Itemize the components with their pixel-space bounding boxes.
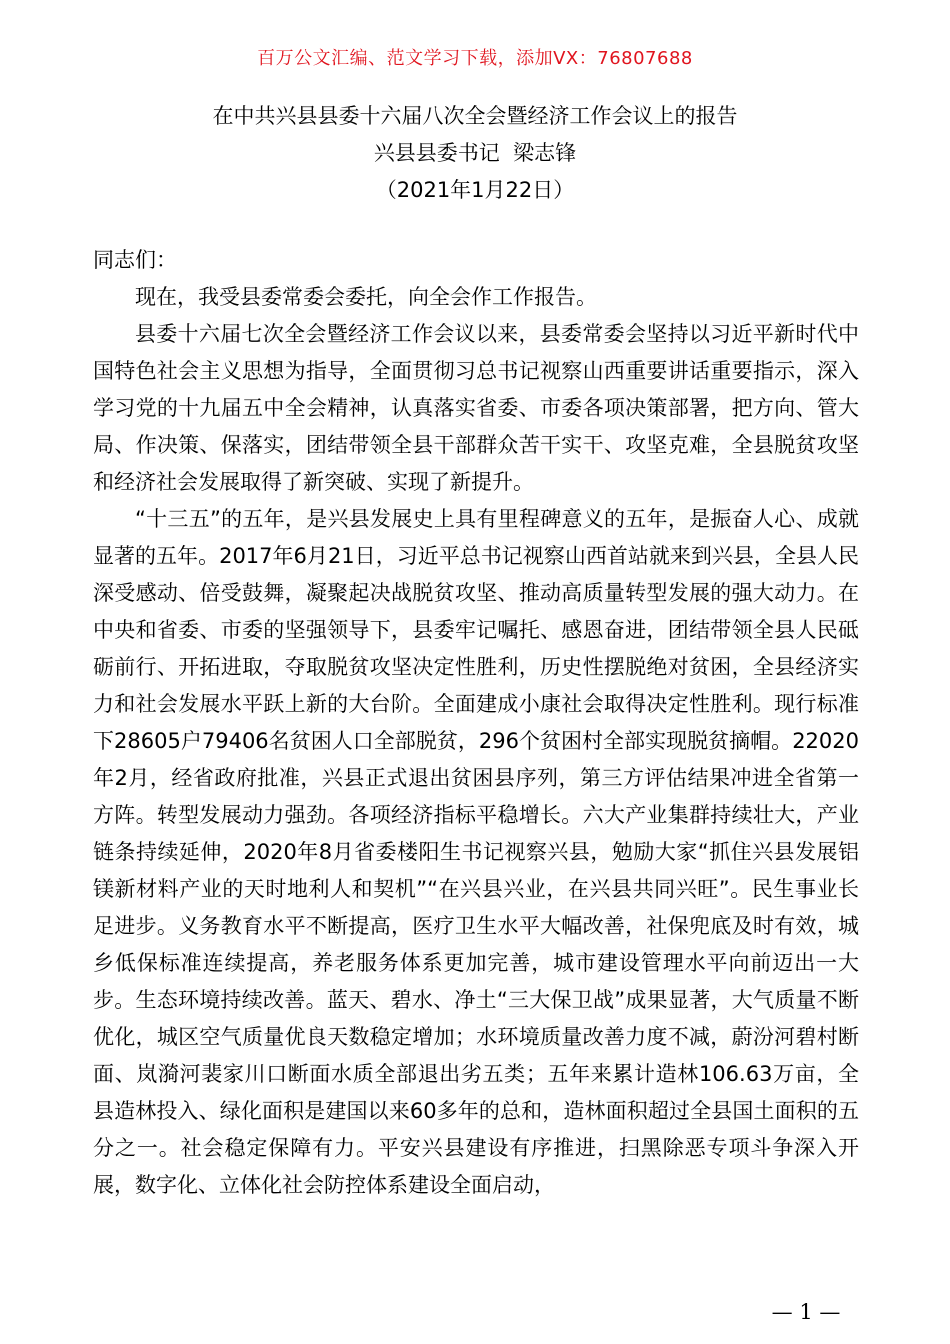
- salutation: 同志们：: [93, 248, 177, 272]
- paragraph: 县委十六届七次全会暨经济工作会议以来，县委常委会坚持以习近平新时代中国特色社会主义思想为指导，全面贯彻习总书记视察山西重要讲话重要指示，深入学习党的十九届五中全会精神，认真落实省委、市委各项决策部署，把方向、管大局、作决策、保落实，团结带领全县干部群众苦干实干、攻坚克难，全县脱贫攻坚和经济社会发展取得了新突破、实现了新提升。: [93, 322, 859, 494]
- watermark-banner: 百万公文汇编、范文学习下载，添加VX：76807688: [257, 48, 693, 69]
- page-number: — 1 —: [771, 1300, 841, 1324]
- report-title: 在中共兴县县委十六届八次全会暨经济工作会议上的报告: [212, 104, 738, 128]
- report-date: （2021年1月22日）: [375, 178, 575, 202]
- report-speaker: 兴县县委书记 梁志锋: [373, 141, 577, 165]
- paragraph: 现在，我受县委常委会委托，向全会作工作报告。: [135, 285, 597, 309]
- paragraph: “十三五”的五年，是兴县发展史上具有里程碑意义的五年，是振奋人心、成就显著的五年。2017年6月21日，习近平总书记视察山西首站就来到兴县，全县人民深受感动、倍受鼓舞，凝聚起决战脱贫攻坚、推动高质量转型发展的强大动力。在中央和省委、市委的坚强领导下，县委牢记嘱托、感恩奋进，团结带领全县人民砥砺前行、开拓进取，夺取脱贫攻坚决定性胜利，历史性摆脱绝对贫困，全县经济实力和社会发展水平跃上新的大台阶。全面建成小康社会取得决定性胜利。现行标准下28605户79406名贫困人口全部脱贫，296个贫困村全部实现脱贫摘帽。22020年2月，经省政府批准，兴县正式退出贫困县序列，第三方评估结果冲进全省第一方阵。转型发展动力强劲。各项经济指标平稳增长。六大产业集群持续壮大，产业链条持续延伸，2020年8月省委楼阳生书记视察兴县，勉励大家“抓住兴县发展铝镁新材料产业的天时地利人和契机”“在兴县兴业，在兴县共同兴旺”。民生事业长足进步。义务教育水平不断提高，医疗卫生水平大幅改善，社保兜底及时有效，城乡低保标准连续提高，养老服务体系更加完善，城市建设管理水平向前迈出一大步。生态环境持续改善。蓝天、碧水、净土“三大保卫战”成果显著，大气质量不断优化，城区空气质量优良天数稳定增加；水环境质量改善力度不减，蔚汾河碧村断面、岚漪河裴家川口断面水质全部退出劣五类；五年来累计造林106.63万亩，全县造林投入、绿化面积是建国以来60多年的总和，造林面积超过全县国土面积的五分之一。社会稳定保障有力。平安兴县建设有序推进，扫黑除恶专项斗争深入开展，数字化、立体化社会防控体系建设全面启动，: [93, 507, 859, 1197]
- report-body: [93, 242, 859, 1204]
- report-header: [0, 98, 950, 209]
